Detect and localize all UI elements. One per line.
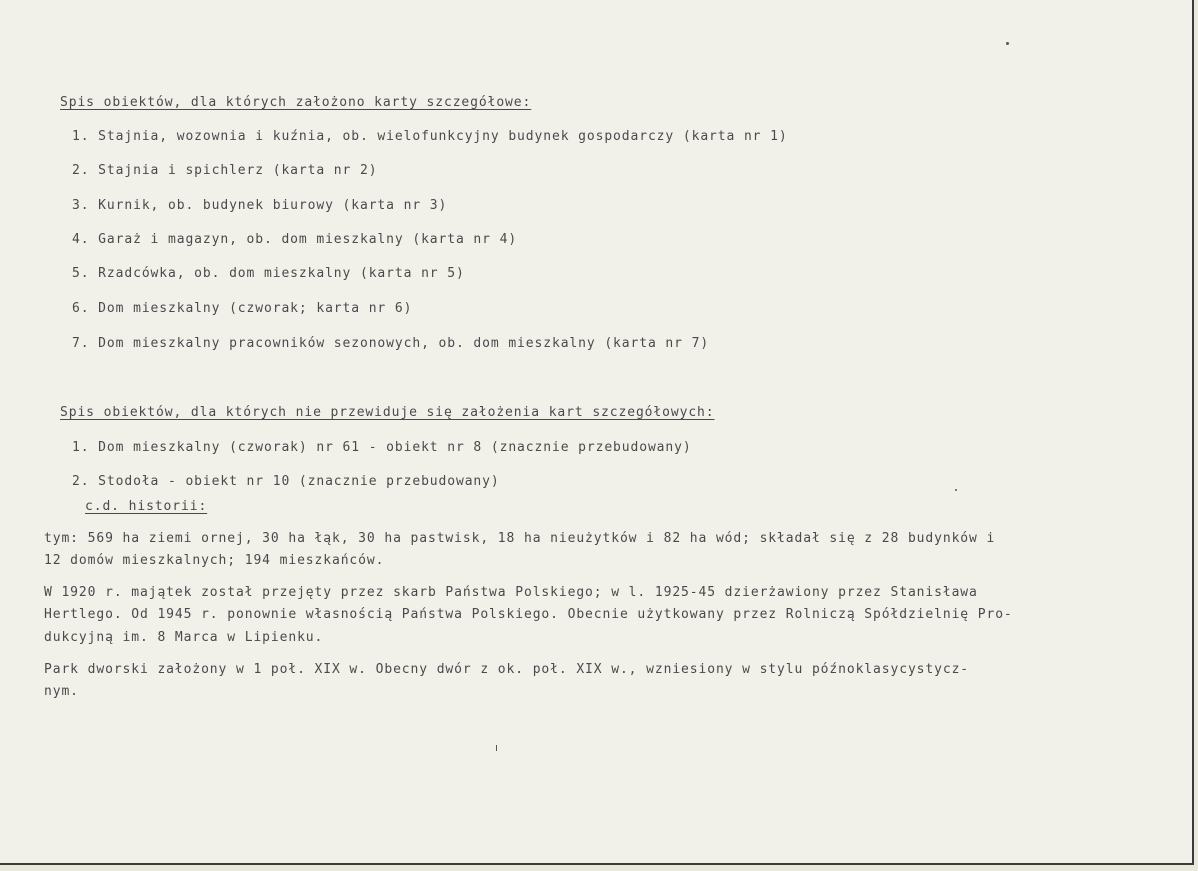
list-item: 7. Dom mieszkalny pracowników sezonowych, ob. dom mieszkalny (karta nr 7): [72, 336, 710, 351]
list-item: 6. Dom mieszkalny (czworak; karta nr 6): [72, 301, 413, 316]
history-line: tym: 569 ha ziemi ornej, 30 ha łąk, 30 ha pastwisk, 18 ha nieużytków i 82 ha wód; składał się z 28 budynków i: [44, 531, 996, 546]
paper-speck: [1006, 42, 1009, 45]
list-item: 1. Stajnia, wozownia i kuźnia, ob. wielofunkcyjny budynek gospodarczy (karta nr 1): [72, 129, 788, 144]
paper-speck: [496, 745, 497, 751]
history-line: Hertlego. Od 1945 r. ponownie własnością Państwa Polskiego. Obecnie użytkowany przez Rolniczą Spółdzielnię Pro-: [44, 607, 1013, 622]
history-line: Park dworski założony w 1 poł. XIX w. Obecny dwór z ok. poł. XIX w., wzniesiony w stylu późnoklasycystycz-: [44, 662, 970, 677]
list-item: 2. Stodoła - obiekt nr 10 (znacznie przebudowany): [72, 474, 500, 489]
section-heading-detailed-cards: Spis obiektów, dla których założono karty szczegółowe:: [60, 95, 532, 110]
section-heading-no-cards: Spis obiektów, dla których nie przewiduje się założenia kart szczegółowych:: [60, 405, 715, 420]
list-item: 4. Garaż i magazyn, ob. dom mieszkalny (karta nr 4): [72, 232, 518, 247]
history-heading: c.d. historii:: [85, 499, 208, 514]
list-item: 1. Dom mieszkalny (czworak) nr 61 - obiekt nr 8 (znacznie przebudowany): [72, 440, 692, 455]
history-line: dukcyjną im. 8 Marca w Lipienku.: [44, 630, 324, 645]
list-item: 2. Stajnia i spichlerz (karta nr 2): [72, 163, 378, 178]
list-item: 3. Kurnik, ob. budynek biurowy (karta nr 3): [72, 198, 448, 213]
paper-speck: [955, 489, 957, 491]
history-line: W 1920 r. majątek został przejęty przez skarb Państwa Polskiego; w l. 1925-45 dzierżawiony przez Stanisława: [44, 585, 978, 600]
history-line: nym.: [44, 684, 79, 699]
list-item: 5. Rzadcówka, ob. dom mieszkalny (karta nr 5): [72, 266, 465, 281]
history-line: 12 domów mieszkalnych; 194 mieszkańców.: [44, 553, 385, 568]
